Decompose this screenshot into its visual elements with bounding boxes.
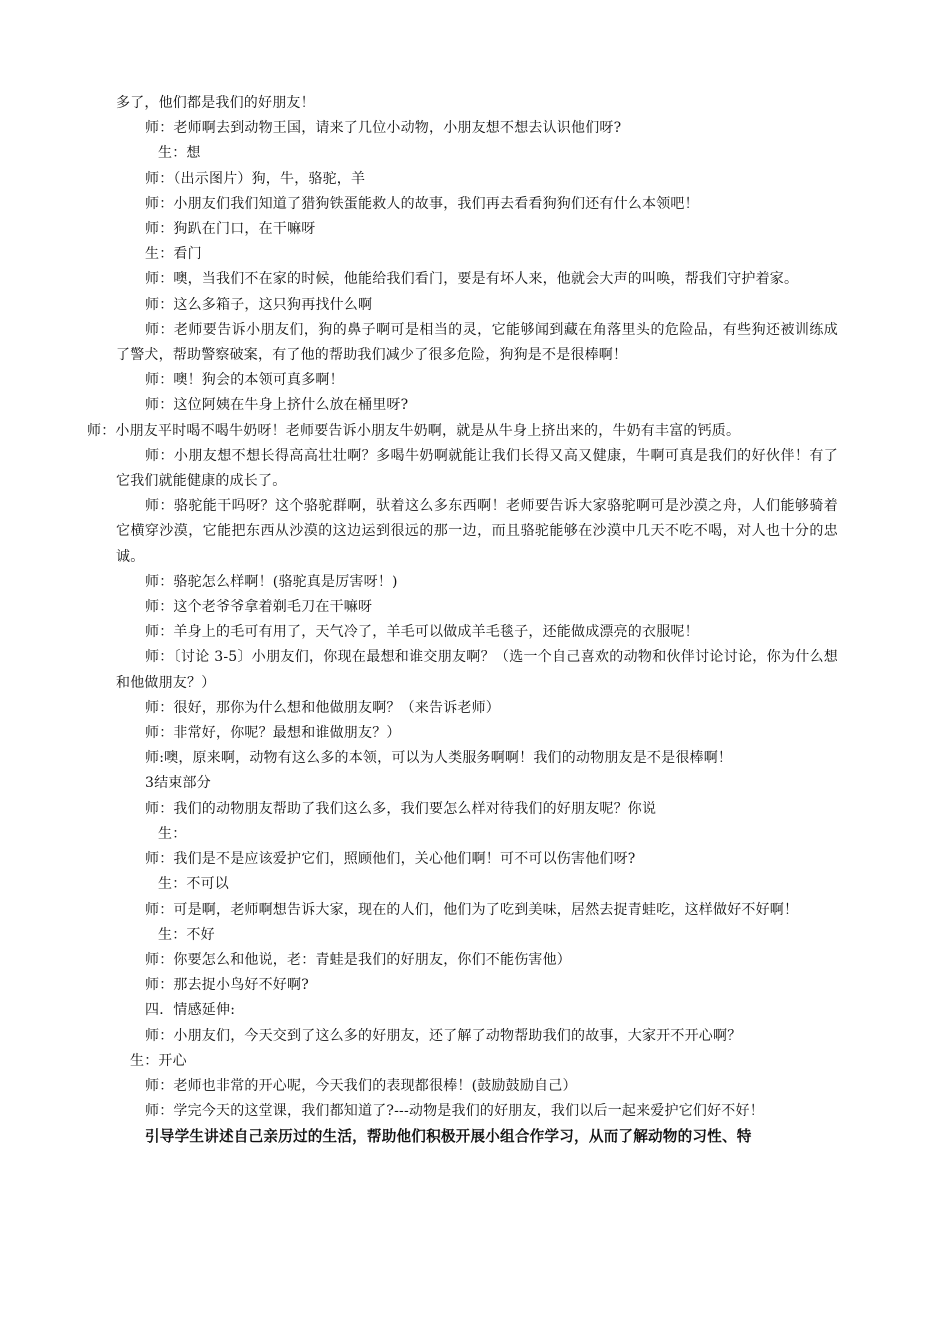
paragraph: 多了，他们都是我们的好朋友！ [116, 95, 315, 111]
paragraph: 师：（出示图片）狗，牛，骆驼，羊 [145, 170, 366, 187]
paragraph: 师：我们的动物朋友帮助了我们这么多，我们要怎么样对待我们的好朋友呢？你说 [145, 800, 657, 817]
paragraph: 师：可是啊，老师啊想告诉大家，现在的人们，他们为了吃到美味，居然去捉青蛙吃，这样做好不好啊！ [145, 901, 799, 918]
paragraph: 师：小朋友们，今天交到了这么多的好朋友，还了解了动物帮助我们的故事，大家开不开心啊？ [145, 1027, 742, 1044]
paragraph: 师:噢，原来啊，动物有这么多的本领，可以为人类服务啊啊！我们的动物朋友是不是很棒啊！ [145, 750, 733, 767]
paragraph: 师：狗趴在门口，在干嘛呀 [145, 221, 316, 238]
paragraph: 师：噢！狗会的本领可真多啊！ [145, 372, 344, 389]
paragraph: 师：那去捉小鸟好不好啊? [145, 977, 309, 994]
section-heading: 四．情感延伸: [145, 1002, 236, 1019]
paragraph: 师：非常好，你呢？最想和谁做朋友？） [145, 725, 401, 742]
paragraph: 师：你要怎么和他说，老：青蛙是我们的好朋友，你们不能伤害他） [145, 951, 571, 968]
paragraph: 师：骆驼怎么样啊！(骆驼真是厉害呀！) [145, 573, 398, 590]
paragraph: 师：这个老爷爷拿着剃毛刀在干嘛呀 [145, 599, 373, 616]
paragraph: 生：看门 [145, 246, 202, 263]
paragraph: 师：我们是不是应该爱护它们，照顾他们，关心他们啊！可不可以伤害他们呀? [145, 851, 636, 868]
paragraph: 师：小朋友们我们知道了猎狗铁蛋能救人的故事，我们再去看看狗狗们还有什么本领吧！ [145, 195, 699, 212]
paragraph: 生：不好 [158, 926, 215, 943]
paragraph: 师：噢，当我们不在家的时候，他能给我们看门，要是有坏人来，他就会大声的叫唤，帮我们守护着家。 [145, 271, 799, 288]
paragraph: 师：学完今天的这堂课，我们都知道了?---动物是我们的好朋友，我们以后一起来爱护它们好不好！ [145, 1103, 764, 1120]
paragraph: 师：很好，那你为什么想和他做朋友啊？（来告诉老师） [145, 699, 500, 716]
paragraph: 师：老师啊去到动物王国，请来了几位小动物，小朋友想不想去认识他们呀? [145, 120, 622, 137]
paragraph: 师：老师要告诉小朋友们，狗的鼻子啊可是相当的灵，它能够闻到藏在角落里头的危险品，有些狗还被训练成了警犬，帮助警察破案，有了他的帮助我们减少了很多危险，狗狗是不是很棒啊！ [116, 321, 838, 364]
bold-paragraph: 引导学生讲述自己亲历过的生活，帮助他们积极开展小组合作学习，从而了解动物的习性、特 [145, 1128, 752, 1146]
section-heading: 3结束部分 [145, 775, 211, 792]
paragraph: 师：小朋友平时喝不喝牛奶呀！老师要告诉小朋友牛奶啊，就是从牛身上挤出来的，牛奶有丰富的钙质。 [87, 422, 741, 439]
paragraph: 师：〔讨论 3-5〕小朋友们，你现在最想和谁交朋友啊？（选一个自己喜欢的动物和伙伴讨论讨论，你为什么想和他做朋友？） [116, 649, 838, 691]
paragraph: 生：想 [158, 145, 201, 162]
paragraph: 师：这位阿姨在牛身上挤什么放在桶里呀? [145, 397, 409, 414]
paragraph: 师：老师也非常的开心呢，今天我们的表现都很棒！(鼓励鼓励自己） [145, 1077, 577, 1094]
paragraph: 生：不可以 [158, 876, 229, 893]
paragraph: 师：羊身上的毛可有用了，天气冷了，羊毛可以做成羊毛毯子，还能做成漂亮的衣服呢！ [145, 624, 699, 641]
paragraph: 生： [158, 825, 187, 842]
paragraph: 师：骆驼能干吗呀？这个骆驼群啊，驮着这么多东西啊！老师要告诉大家骆驼啊可是沙漠之舟，人们能够骑着它横穿沙漠，它能把东西从沙漠的这边运到很远的那一边，而且骆驼能够在沙漠中几天不吃不喝，对人也十分的忠诚。 [116, 498, 838, 565]
document-body [87, 91, 838, 1150]
paragraph: 师：小朋友想不想长得高高壮壮啊？多喝牛奶啊就能让我们长得又高又健康，牛啊可真是我们的好伙伴！有了它我们就能健康的成长了。 [116, 447, 838, 490]
paragraph: 生：开心 [130, 1052, 187, 1069]
paragraph: 师：这么多箱子，这只狗再找什么啊 [145, 296, 373, 313]
